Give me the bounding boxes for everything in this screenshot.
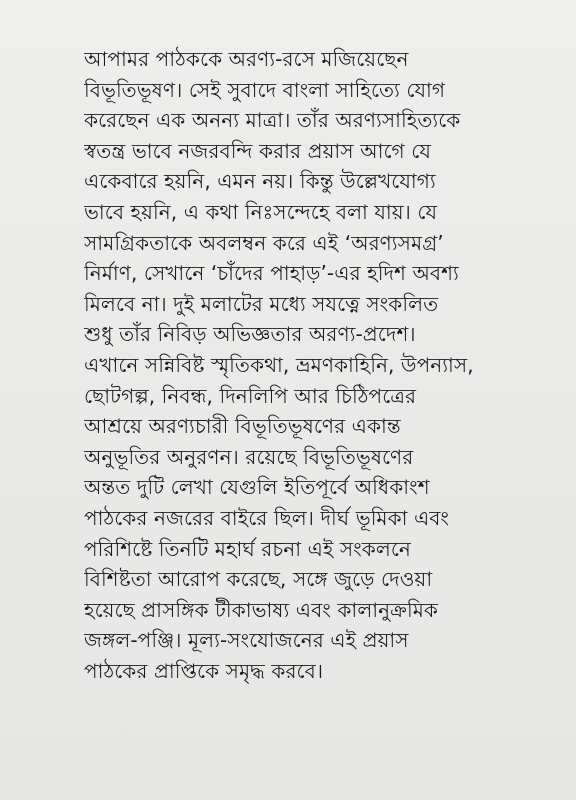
blurb-line: অনুভূতির অনুরণন। রয়েছে বিভূতিভূষণের bbox=[84, 444, 414, 469]
blurb-line: আশ্রয়ে অরণ্যচারী বিভূতিভূষণের একান্ত bbox=[84, 414, 401, 439]
blurb-line: এখানে সন্নিবিষ্ট স্মৃতিকথা, ভ্রমণকাহিনি, উপন্যাস, bbox=[84, 352, 474, 377]
blurb-line: একেবারে হয়নি, এমন নয়। কিন্তু উল্লেখযোগ্য bbox=[84, 169, 436, 194]
blurb-line: পরিশিষ্টে তিনটি মহার্ঘ রচনা এই সংকলনে bbox=[84, 536, 411, 561]
blurb-line: আপামর পাঠককে অরণ্য-রসে মজিয়েছেন bbox=[84, 47, 409, 71]
blurb-text bbox=[84, 44, 524, 686]
blurb-line: হয়েছে প্রাসঙ্গিক টীকাভাষ্য এবং কালানুক্রমিক bbox=[84, 597, 438, 622]
blurb-line: ছোটগল্প, নিবন্ধ, দিনলিপি আর চিঠিপত্রের bbox=[84, 383, 417, 408]
blurb-line: জঙ্গল-পঞ্জি। মূল্য-সংযোজনের এই প্রয়াস bbox=[84, 628, 409, 653]
blurb-line: পাঠকের প্রাপ্তিকে সমৃদ্ধ করবে। bbox=[84, 658, 324, 683]
blurb-line: সামগ্রিকতাকে অবলম্বন করে এই ‘অরণ্যসমগ্র’ bbox=[84, 230, 444, 255]
blurb-line: নির্মাণ, সেখানে ‘চাঁদের পাহাড়’-এর হদিশ অবশ্য bbox=[84, 261, 459, 286]
blurb-line: করেছেন এক অনন্য মাত্রা। তাঁর অরণ্যসাহিত্যকে bbox=[84, 108, 461, 133]
blurb-line: স্বতন্ত্র ভাবে নজরবন্দি করার প্রয়াস আগে যে bbox=[84, 138, 431, 163]
blurb-line: বিভূতিভূষণ। সেই সুবাদে বাংলা সাহিত্যে যোগ bbox=[84, 77, 446, 102]
blurb-line: অন্তত দুটি লেখা যেগুলি ইতিপূর্বে অধিকাংশ bbox=[84, 475, 430, 500]
blurb-line: মিলবে না। দুই মলাটের মধ্যে সযত্নে সংকলিত bbox=[84, 291, 439, 316]
blurb-line: শুধু তাঁর নিবিড় অভিজ্ঞতার অরণ্য-প্রদেশ। bbox=[84, 322, 416, 347]
blurb-line: পাঠকের নজরের বাইরে ছিল। দীর্ঘ ভূমিকা এবং bbox=[84, 505, 450, 530]
blurb-line: বিশিষ্টতা আরোপ করেছে, সঙ্গে জুড়ে দেওয়া bbox=[84, 567, 433, 592]
blurb-line: ভাবে হয়নি, এ কথা নিঃসন্দেহে বলা যায়। যে bbox=[84, 199, 438, 224]
